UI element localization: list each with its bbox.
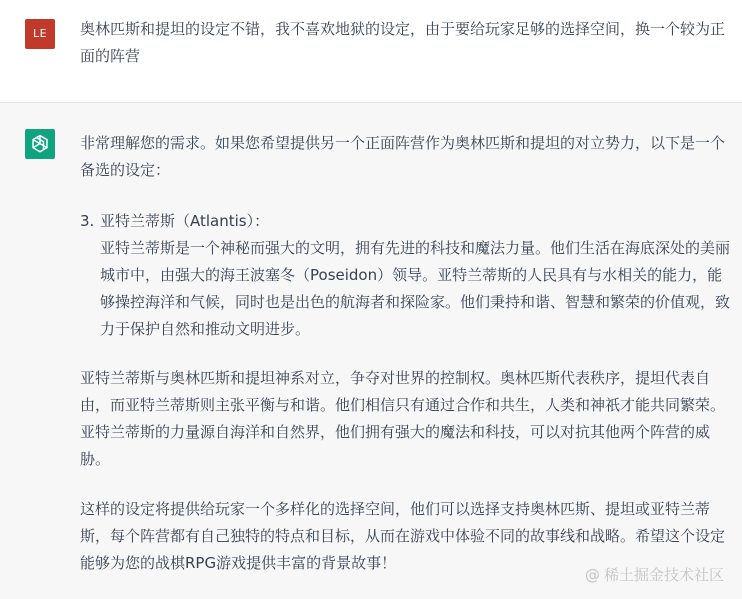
assistant-paragraph-3: 这样的设定将提供给玩家一个多样化的选择空间，他们可以选择支持奥林匹斯、提坦或亚特兰蒂斯，每个阵营都有自己独特的特点和目标，从而在游戏中体验不同的故事线和战略。希望这个设定能够为您的战棋RPG游戏提供丰富的背景故事！ xyxy=(80,500,726,572)
user-avatar: LE xyxy=(25,19,55,49)
assistant-paragraph-2: 亚特兰蒂斯与奥林匹斯和提坦神系对立，争夺对世界的控制权。奥林匹斯代表秩序，提坦代表自由，而亚特兰蒂斯则主张平衡与和谐。他们相信只有通过合作和共生，人类和神祇才能共同繁荣。亚特兰蒂斯的力量源自海洋和自然界，他们拥有强大的魔法和科技，可以对抗其他两个阵营的威胁。 xyxy=(80,369,726,468)
assistant-intro-paragraph: 非常理解您的需求。如果您希望提供另一个正面阵营作为奥林匹斯和提坦的对立势力，以下是一个备选的设定： xyxy=(80,134,726,179)
list-item-number: 3. xyxy=(80,212,95,230)
list-item-body: 亚特兰蒂斯是一个神秘而强大的文明，拥有先进的科技和魔法力量。他们生活在海底深处的美丽城市中，由强大的海王波塞冬（Poseidon）领导。亚特兰蒂斯的人民具有与水相关的能力，能够操控海洋和气候，同时也是出色的航海者和探险家。他们秉持和谐、智慧和繁荣的价值观，致力于保护自然和推动文明进步。 xyxy=(100,239,731,338)
watermark xyxy=(585,564,724,585)
user-message-row xyxy=(0,0,742,103)
user-message-text: 奥林匹斯和提坦的设定不错，我不喜欢地狱的设定，由于要给玩家足够的选择空间，换一个较为正面的阵营 xyxy=(80,20,726,65)
watermark-text: 稀土掘金技术社区 xyxy=(603,566,724,584)
juejin-logo-icon: @ xyxy=(584,566,600,584)
list-item-title: 亚特兰蒂斯（Atlantis）： xyxy=(100,212,270,230)
assistant-message-row xyxy=(0,103,742,599)
openai-logo-icon xyxy=(29,133,51,155)
assistant-avatar xyxy=(25,129,55,159)
